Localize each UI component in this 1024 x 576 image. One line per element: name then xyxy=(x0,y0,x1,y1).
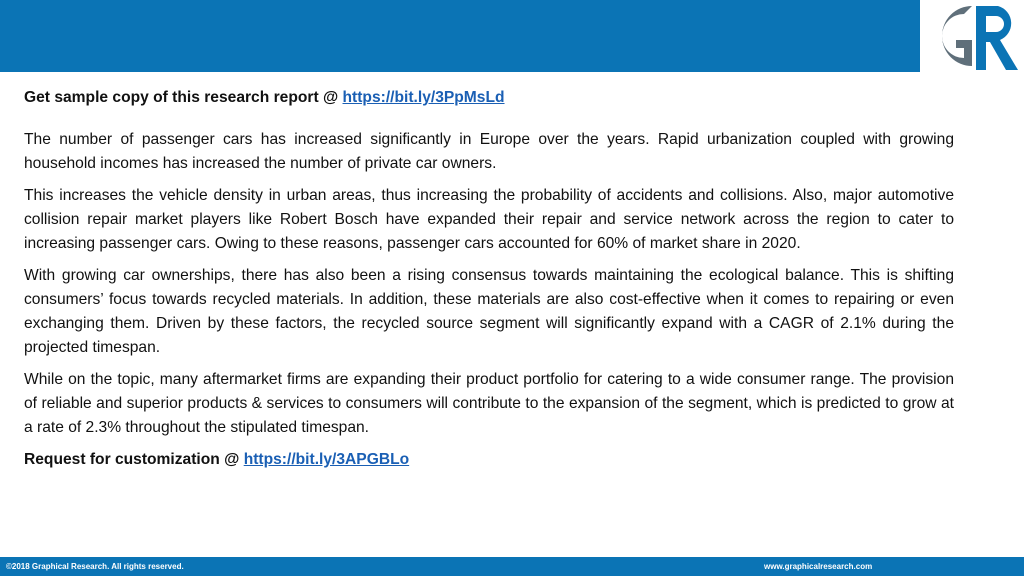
paragraph-3: With growing car ownerships, there has also been a rising consensus towards maintaining the ecological balance. This is shifting consumers’ focus towards recycled materials. In addition, these materials are also cost-effective when it comes to repairing or even exchanging them. Driven by these factors, the recycled source segment will significantly expand with a CAGR of 2.1% during the projected timespan. xyxy=(24,267,954,356)
gr-logo-icon xyxy=(920,0,1024,76)
customization-request-link[interactable]: https://bit.ly/3APGBLo xyxy=(243,451,410,468)
footer-bar xyxy=(0,557,1024,576)
body-content xyxy=(24,86,954,480)
sample-request-link[interactable]: https://bit.ly/3PpMsLd xyxy=(342,89,505,106)
paragraph-4: While on the topic, many aftermarket firms are expanding their product portfolio for catering to a wide consumer range. The provision of reliable and superior products & services to consumers will contribute to the expansion of the segment, which is predicted to grow at a rate of 2.3% throughout the stipulated timespan. xyxy=(24,371,954,436)
sample-request-line xyxy=(24,86,954,110)
footer-website-link[interactable]: www.graphicalresearch.com xyxy=(764,562,873,571)
footer-copyright: ©2018 Graphical Research. All rights reserved. xyxy=(6,562,184,571)
customization-request-label: Request for customization @ xyxy=(24,451,244,468)
header-bar xyxy=(0,0,1024,72)
paragraph-1: The number of passenger cars has increased significantly in Europe over the years. Rapid urbanization coupled with growing household incomes has increased the number of private car owners. xyxy=(24,131,954,172)
paragraph-2: This increases the vehicle density in urban areas, thus increasing the probability of accidents and collisions. Also, major automotive collision repair market players like Robert Bosch have expanded their repair and service network across the region to cater to increasing passenger cars. Owing to these reasons, passenger cars accounted for 60% of market share in 2020. xyxy=(24,187,954,252)
sample-request-label: Get sample copy of this research report @ xyxy=(24,89,343,106)
customization-request-line xyxy=(24,448,954,472)
